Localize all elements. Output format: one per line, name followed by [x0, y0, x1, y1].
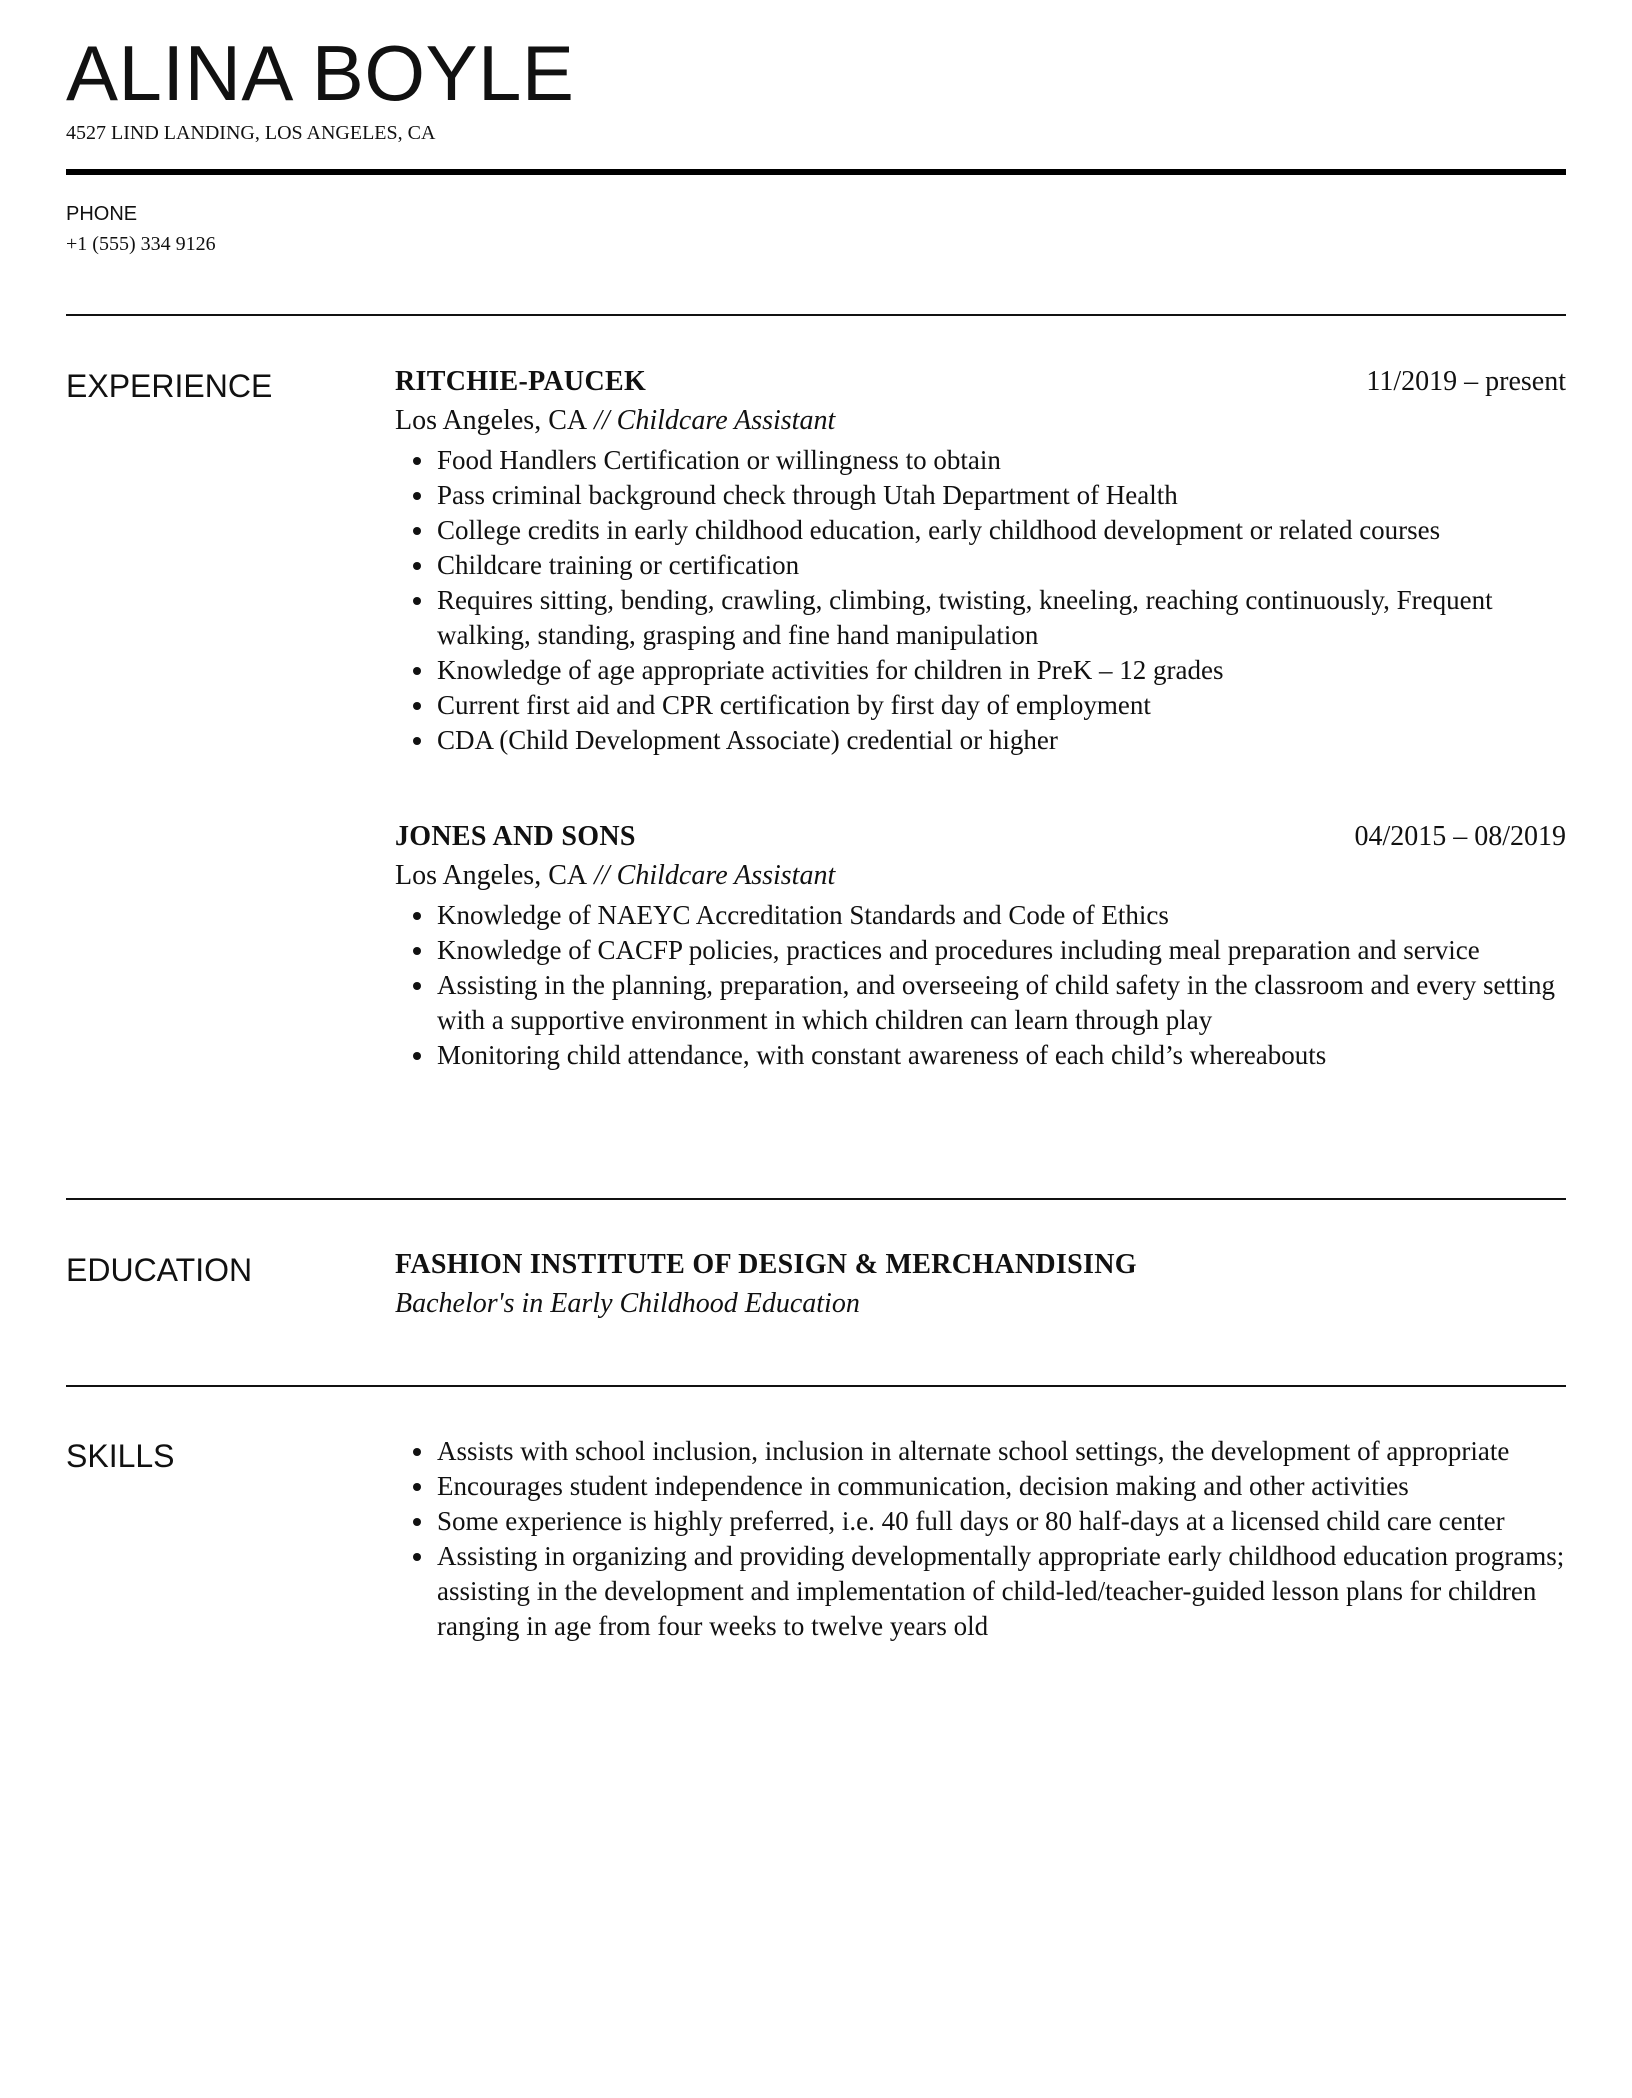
list-item: Assisting in organizing and providing developmentally appropriate early childhood education programs; assisting in the development and implementation of child-led/teacher-guided lesson plans for children ranging in age from four weeks to twelve years old [437, 1539, 1566, 1644]
job-location: Los Angeles, CA [395, 405, 588, 436]
job-separator: // [587, 860, 617, 891]
job-duties-list [395, 898, 1566, 1073]
list-item: Childcare training or certification [437, 548, 1566, 583]
job-location-role [395, 856, 1566, 896]
list-item: Knowledge of age appropriate activities for children in PreK – 12 grades [437, 653, 1566, 688]
skills-section-title: SKILLS [66, 1438, 175, 1474]
job-dates: 11/2019 – present [1366, 366, 1566, 397]
skills-section [395, 1434, 1566, 1644]
skills-list [395, 1434, 1566, 1644]
job-company: RITCHIE-PAUCEK [395, 366, 647, 397]
job-dates: 04/2015 – 08/2019 [1354, 821, 1566, 852]
list-item: Food Handlers Certification or willingness to obtain [437, 443, 1566, 478]
resume-page [66, 0, 1566, 2098]
phone-label: PHONE [66, 203, 138, 225]
job-location-role [395, 401, 1566, 441]
job-header [395, 818, 1566, 856]
job-company: JONES AND SONS [395, 821, 636, 852]
header-divider [66, 169, 1566, 175]
education-divider [66, 1385, 1566, 1387]
degree: Bachelor's in Early Childhood Education [395, 1288, 860, 1319]
job-duties-list [395, 443, 1566, 758]
job-separator: // [587, 405, 617, 436]
job-entry [395, 818, 1566, 1073]
candidate-address: 4527 LIND LANDING, LOS ANGELES, CA [66, 122, 436, 144]
education-section-title: EDUCATION [66, 1252, 253, 1288]
list-item: Requires sitting, bending, crawling, climbing, twisting, kneeling, reaching continuously, Frequent walking, standing, grasping and fine hand manipulation [437, 583, 1566, 653]
list-item: Monitoring child attendance, with constant awareness of each child’s whereabouts [437, 1038, 1566, 1073]
list-item: Assisting in the planning, preparation, and overseeing of child safety in the classroom and every setting with a supportive environment in which children can learn through play [437, 968, 1566, 1038]
list-item: CDA (Child Development Associate) credential or higher [437, 723, 1566, 758]
list-item: Encourages student independence in communication, decision making and other activities [437, 1469, 1566, 1504]
list-item: Some experience is highly preferred, i.e. 40 full days or 80 half-days at a licensed child care center [437, 1504, 1566, 1539]
contact-divider [66, 314, 1566, 316]
job-entry [395, 363, 1566, 758]
candidate-name: ALINA BOYLE [66, 29, 575, 117]
list-item: Assists with school inclusion, inclusion in alternate school settings, the development of appropriate [437, 1434, 1566, 1469]
experience-divider [66, 1198, 1566, 1200]
list-item: Knowledge of NAEYC Accreditation Standards and Code of Ethics [437, 898, 1566, 933]
education-section [395, 1246, 1566, 1324]
list-item: Current first aid and CPR certification by first day of employment [437, 688, 1566, 723]
school-name: FASHION INSTITUTE OF DESIGN & MERCHANDISING [395, 1249, 1137, 1280]
list-item: Pass criminal background check through Utah Department of Health [437, 478, 1566, 513]
job-role: Childcare Assistant [616, 405, 836, 436]
experience-section [395, 363, 1566, 1073]
experience-section-title: EXPERIENCE [66, 368, 273, 404]
job-header [395, 363, 1566, 401]
job-role: Childcare Assistant [616, 860, 836, 891]
list-item: College credits in early childhood education, early childhood development or related courses [437, 513, 1566, 548]
phone-number: +1 (555) 334 9126 [66, 233, 216, 255]
list-item: Knowledge of CACFP policies, practices and procedures including meal preparation and service [437, 933, 1566, 968]
job-location: Los Angeles, CA [395, 860, 588, 891]
